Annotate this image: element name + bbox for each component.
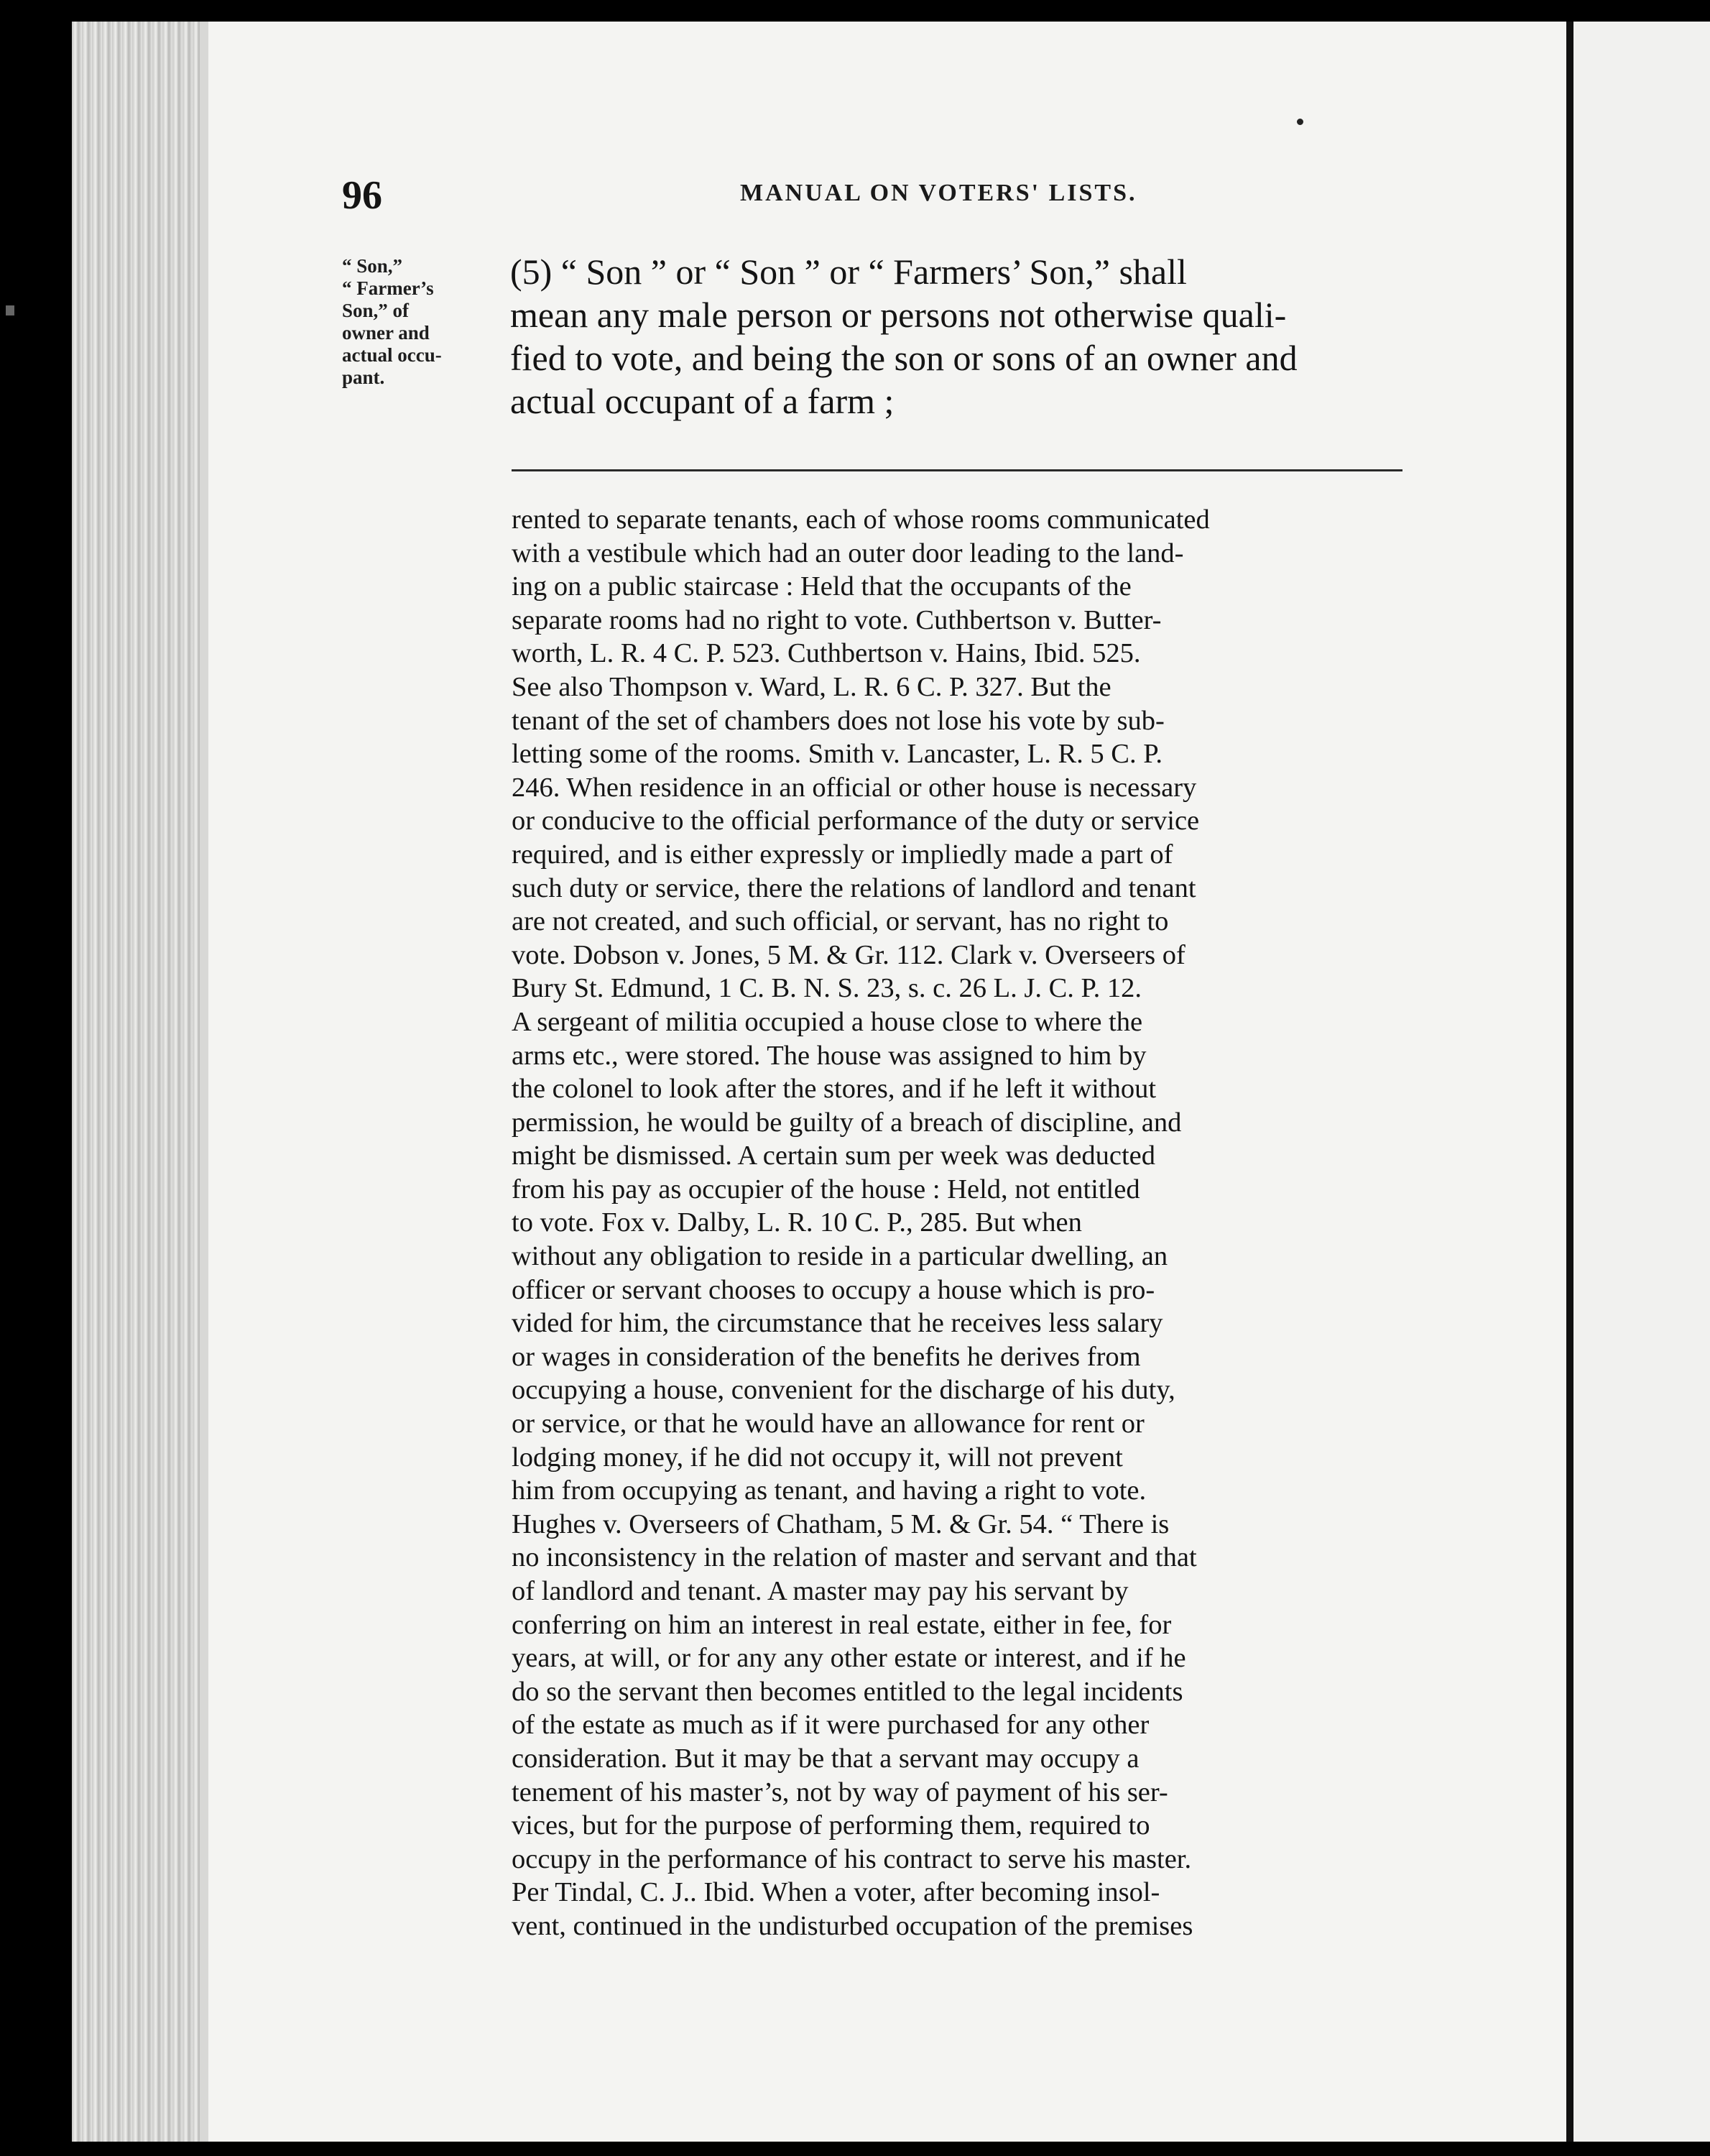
margin-note-line: pant. [342,367,385,388]
commentary-line: are not created, and such official, or servant, has no right to [512,906,1169,937]
statute-line: actual occupant of a farm ; [510,381,895,421]
commentary-line: permission, he would be guilty of a breach of discipline, and [512,1107,1182,1138]
margin-note-line: “ Farmer’s [342,277,434,299]
commentary-line: years, at will, or for any any other estate or interest, and if he [512,1643,1186,1674]
gutter-rule [1566,22,1573,2142]
margin-note-line: “ Son,” [342,255,403,277]
commentary-line: 246. When residence in an official or other house is necessary [512,772,1197,803]
statute-line: (5) “ Son ” or “ Son ” or “ Farmers’ Son,” shall [510,252,1187,292]
commentary-line: or conducive to the official performance of the duty or service [512,806,1200,837]
commentary-line: tenement of his master’s, not by way of payment of his ser- [512,1777,1168,1807]
commentary-line: Per Tindal, C. J.. Ibid. When a voter, after becoming insol- [512,1877,1160,1908]
scan-mark [6,305,14,315]
margin-note-line: Son,” of [342,300,410,321]
statute-line: mean any male person or persons not otherwise quali- [510,295,1287,335]
commentary-line: of the estate as much as if it were purchased for any other [512,1710,1150,1741]
commentary-line: the colonel to look after the stores, and if he left it without [512,1074,1157,1105]
running-title: MANUAL ON VOTERS' LISTS. [740,180,1137,206]
page-edge-shadow [72,22,208,2142]
commentary-line: occupying a house, convenient for the discharge of his duty, [512,1375,1175,1406]
commentary-line: Hughes v. Overseers of Chatham, 5 M. & Gr. 54. “ There is [512,1508,1170,1539]
commentary-line: vices, but for the purpose of performing them, required to [512,1810,1150,1841]
facing-page-edge [1573,22,1710,2142]
margin-note-line: actual occu- [342,344,442,366]
commentary-line: worth, L. R. 4 C. P. 523. Cuthbertson v. Hains, Ibid. 525. [512,638,1141,669]
commentary-line: of landlord and tenant. A master may pay his servant by [512,1576,1129,1606]
commentary-line: vided for him, the circumstance that he receives less salary [512,1308,1163,1339]
commentary-line: him from occupying as tenant, and having a right to vote. [512,1475,1147,1506]
commentary-line: tenant of the set of chambers does not lose his vote by sub- [512,705,1165,736]
commentary-line: letting some of the rooms. Smith v. Lancaster, L. R. 5 C. P. [512,739,1163,770]
commentary-line: vote. Dobson v. Jones, 5 M. & Gr. 112. Clark v. Overseers of [512,939,1186,970]
margin-note-line: owner and [342,322,430,344]
commentary-line: might be dismissed. A certain sum per week was deducted [512,1141,1155,1171]
commentary-line: to vote. Fox v. Dalby, L. R. 10 C. P., 285. But when [512,1207,1082,1238]
ink-speck [1297,119,1303,125]
commentary-line: required, and is either expressly or impliedly made a part of [512,839,1173,870]
commentary-line: or wages in consideration of the benefits he derives from [512,1341,1141,1372]
commentary-line: arms etc., were stored. The house was assigned to him by [512,1040,1147,1071]
commentary-line: from his pay as occupier of the house : Held, not entitled [512,1174,1140,1204]
commentary-line: with a vestibule which had an outer door leading to the land- [512,538,1184,568]
statute-line: fied to vote, and being the son or sons of an owner and [510,338,1298,378]
statute-clause [510,250,1444,423]
section-divider [512,469,1402,471]
commentary-line: without any obligation to reside in a particular dwelling, an [512,1241,1168,1272]
commentary-line: See also Thompson v. Ward, L. R. 6 C. P. 327. But the [512,671,1112,702]
commentary-line: do so the servant then becomes entitled to the legal incidents [512,1676,1183,1707]
commentary-line: lodging money, if he did not occupy it, will not prevent [512,1442,1123,1473]
commentary-line: occupy in the performance of his contract to serve his master. [512,1843,1192,1874]
commentary-line: Bury St. Edmund, 1 C. B. N. S. 23, s. c. 26 L. J. C. P. 12. [512,973,1142,1004]
commentary-line: A sergeant of militia occupied a house close to where the [512,1006,1143,1037]
commentary-line: rented to separate tenants, each of whose rooms communicated [512,505,1210,535]
margin-note [342,255,489,389]
commentary-line: consideration. But it may be that a servant may occupy a [512,1743,1140,1774]
commentary-line: officer or servant chooses to occupy a house which is pro- [512,1274,1155,1305]
commentary-text [512,503,1460,1943]
commentary-line: no inconsistency in the relation of master and servant and that [512,1542,1197,1573]
commentary-line: separate rooms had no right to vote. Cuthbertson v. Butter- [512,604,1162,635]
commentary-line: ing on a public staircase : Held that the occupants of the [512,571,1132,602]
commentary-line: vent, continued in the undisturbed occupation of the premises [512,1910,1193,1941]
commentary-line: such duty or service, there the relations of landlord and tenant [512,872,1196,903]
commentary-line: conferring on him an interest in real estate, either in fee, for [512,1609,1172,1640]
commentary-line: or service, or that he would have an allowance for rent or [512,1409,1145,1439]
page-number: 96 [342,173,382,218]
